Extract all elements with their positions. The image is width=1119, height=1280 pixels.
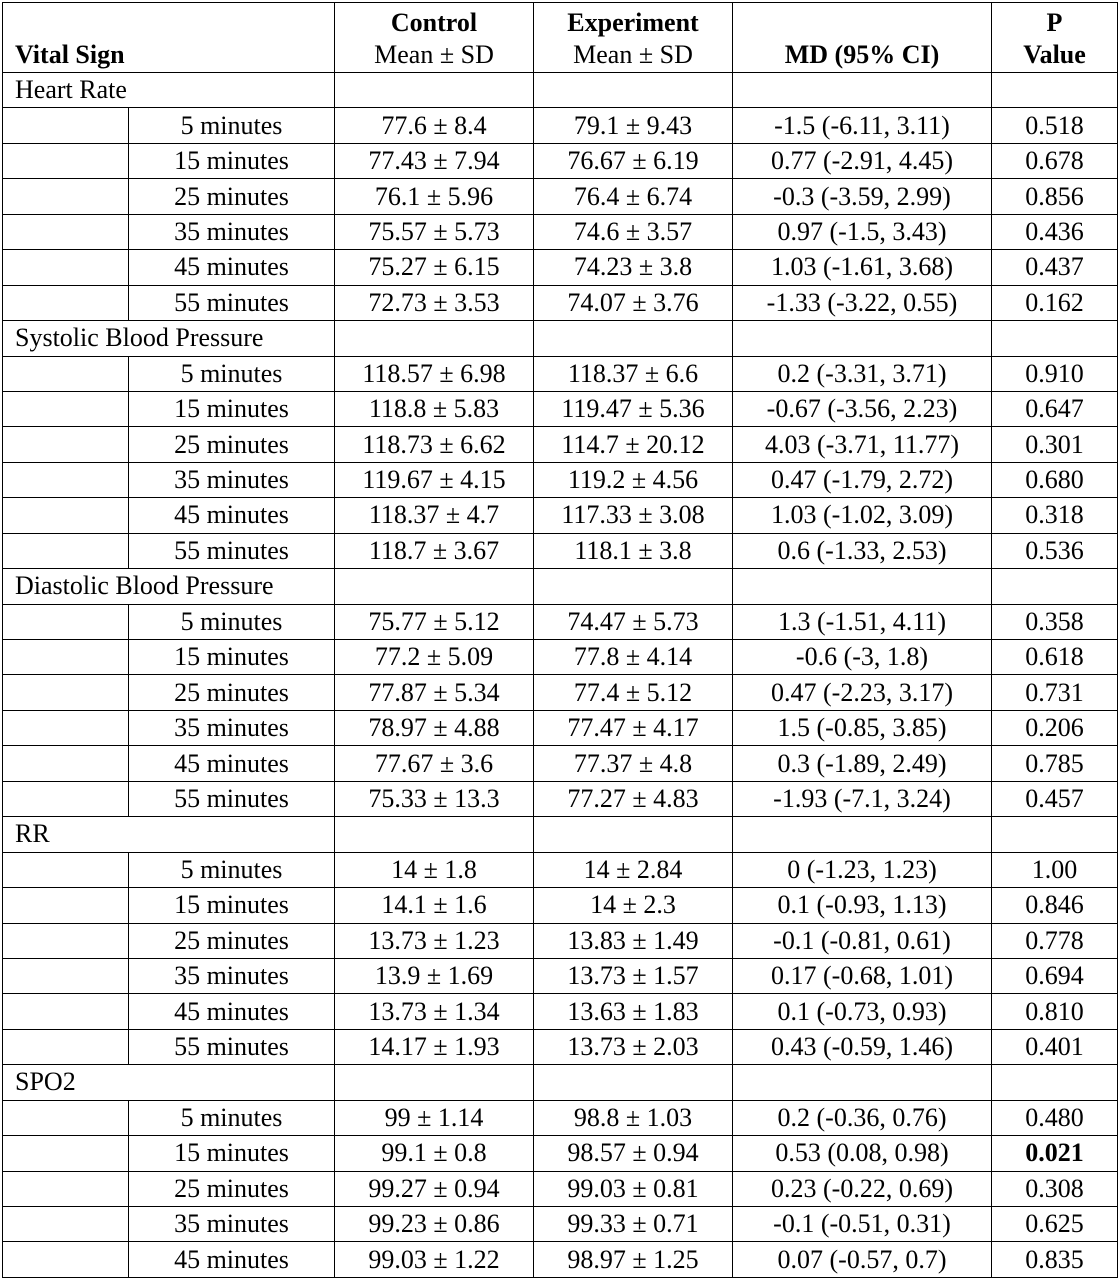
md-cell: 0.53 (0.08, 0.98) bbox=[733, 1136, 992, 1171]
time-cell: 5 minutes bbox=[129, 852, 335, 887]
table-row bbox=[3, 888, 1118, 923]
experiment-title: Experiment bbox=[567, 8, 699, 37]
group-label: Systolic Blood Pressure bbox=[3, 321, 335, 356]
p-value-cell: 0.835 bbox=[992, 1242, 1118, 1278]
experiment-cell: 98.97 ± 1.25 bbox=[534, 1242, 733, 1278]
md-cell: -0.67 (-3.56, 2.23) bbox=[733, 391, 992, 426]
indent-cell bbox=[3, 852, 129, 887]
md-cell: 1.5 (-0.85, 3.85) bbox=[733, 710, 992, 745]
control-cell: 72.73 ± 3.53 bbox=[335, 285, 534, 320]
control-cell: 78.97 ± 4.88 bbox=[335, 710, 534, 745]
p-value-cell: 0.680 bbox=[992, 462, 1118, 497]
table-row bbox=[3, 640, 1118, 675]
control-cell: 99 ± 1.14 bbox=[335, 1100, 534, 1135]
control-cell: 99.03 ± 1.22 bbox=[335, 1242, 534, 1278]
indent-cell bbox=[3, 214, 129, 249]
time-cell: 35 minutes bbox=[129, 214, 335, 249]
time-cell: 15 minutes bbox=[129, 888, 335, 923]
time-cell: 55 minutes bbox=[129, 285, 335, 320]
p-value-cell: 1.00 bbox=[992, 852, 1118, 887]
indent-cell bbox=[3, 923, 129, 958]
p-value-cell: 0.846 bbox=[992, 888, 1118, 923]
indent-cell bbox=[3, 462, 129, 497]
empty-cell bbox=[733, 321, 992, 356]
table-row bbox=[3, 958, 1118, 993]
empty-cell bbox=[335, 73, 534, 108]
table-row bbox=[3, 250, 1118, 285]
p-value-cell: 0.910 bbox=[992, 356, 1118, 391]
group-label: SPO2 bbox=[3, 1065, 335, 1100]
group-label: Heart Rate bbox=[3, 73, 335, 108]
p-value-cell: 0.778 bbox=[992, 923, 1118, 958]
empty-cell bbox=[733, 569, 992, 604]
table-row bbox=[3, 143, 1118, 178]
indent-cell bbox=[3, 1029, 129, 1064]
empty-cell bbox=[534, 569, 733, 604]
table-row bbox=[3, 498, 1118, 533]
table-row bbox=[3, 1100, 1118, 1135]
experiment-cell: 14 ± 2.3 bbox=[534, 888, 733, 923]
experiment-cell: 77.4 ± 5.12 bbox=[534, 675, 733, 710]
control-cell: 77.2 ± 5.09 bbox=[335, 640, 534, 675]
table-row bbox=[3, 1029, 1118, 1064]
control-cell: 77.6 ± 8.4 bbox=[335, 108, 534, 143]
md-cell: -1.33 (-3.22, 0.55) bbox=[733, 285, 992, 320]
control-cell: 118.8 ± 5.83 bbox=[335, 391, 534, 426]
md-cell: 0.97 (-1.5, 3.43) bbox=[733, 214, 992, 249]
table-row bbox=[3, 462, 1118, 497]
control-cell: 14.1 ± 1.6 bbox=[335, 888, 534, 923]
empty-cell bbox=[335, 1065, 534, 1100]
indent-cell bbox=[3, 1171, 129, 1206]
time-cell: 15 minutes bbox=[129, 640, 335, 675]
control-cell: 13.73 ± 1.23 bbox=[335, 923, 534, 958]
md-cell: 1.03 (-1.02, 3.09) bbox=[733, 498, 992, 533]
time-cell: 45 minutes bbox=[129, 250, 335, 285]
table-row bbox=[3, 356, 1118, 391]
group-row bbox=[3, 321, 1118, 356]
empty-cell bbox=[733, 73, 992, 108]
md-cell: 0.6 (-1.33, 2.53) bbox=[733, 533, 992, 568]
table-row bbox=[3, 1136, 1118, 1171]
p-value-cell: 0.731 bbox=[992, 675, 1118, 710]
experiment-cell: 99.03 ± 0.81 bbox=[534, 1171, 733, 1206]
table-row bbox=[3, 746, 1118, 781]
time-cell: 45 minutes bbox=[129, 746, 335, 781]
experiment-cell: 13.73 ± 2.03 bbox=[534, 1029, 733, 1064]
p-value-cell: 0.162 bbox=[992, 285, 1118, 320]
control-cell: 99.1 ± 0.8 bbox=[335, 1136, 534, 1171]
control-subtitle: Mean ± SD bbox=[374, 40, 494, 69]
p-value-cell: 0.358 bbox=[992, 604, 1118, 639]
control-cell: 77.43 ± 7.94 bbox=[335, 143, 534, 178]
table-row bbox=[3, 710, 1118, 745]
table-row bbox=[3, 108, 1118, 143]
group-row bbox=[3, 1065, 1118, 1100]
empty-cell bbox=[992, 569, 1118, 604]
indent-cell bbox=[3, 640, 129, 675]
indent-cell bbox=[3, 1136, 129, 1171]
time-cell: 35 minutes bbox=[129, 710, 335, 745]
time-cell: 25 minutes bbox=[129, 675, 335, 710]
md-cell: 0.43 (-0.59, 1.46) bbox=[733, 1029, 992, 1064]
indent-cell bbox=[3, 356, 129, 391]
experiment-cell: 74.6 ± 3.57 bbox=[534, 214, 733, 249]
p-value-cell: 0.518 bbox=[992, 108, 1118, 143]
control-header bbox=[335, 3, 534, 73]
time-cell: 45 minutes bbox=[129, 498, 335, 533]
p-value-cell: 0.401 bbox=[992, 1029, 1118, 1064]
control-cell: 99.27 ± 0.94 bbox=[335, 1171, 534, 1206]
indent-cell bbox=[3, 1100, 129, 1135]
p-value-cell: 0.318 bbox=[992, 498, 1118, 533]
table-row bbox=[3, 1207, 1118, 1242]
p-value-cell: 0.618 bbox=[992, 640, 1118, 675]
empty-cell bbox=[992, 1065, 1118, 1100]
p-value-cell: 0.810 bbox=[992, 994, 1118, 1029]
time-cell: 15 minutes bbox=[129, 143, 335, 178]
p-value-cell: 0.480 bbox=[992, 1100, 1118, 1135]
p-value-cell: 0.536 bbox=[992, 533, 1118, 568]
experiment-cell: 74.47 ± 5.73 bbox=[534, 604, 733, 639]
time-cell: 15 minutes bbox=[129, 1136, 335, 1171]
empty-cell bbox=[534, 73, 733, 108]
p-value-cell: 0.308 bbox=[992, 1171, 1118, 1206]
experiment-cell: 77.37 ± 4.8 bbox=[534, 746, 733, 781]
time-cell: 15 minutes bbox=[129, 391, 335, 426]
time-cell: 25 minutes bbox=[129, 923, 335, 958]
indent-cell bbox=[3, 427, 129, 462]
indent-cell bbox=[3, 781, 129, 816]
indent-cell bbox=[3, 285, 129, 320]
control-cell: 76.1 ± 5.96 bbox=[335, 179, 534, 214]
experiment-cell: 119.2 ± 4.56 bbox=[534, 462, 733, 497]
control-cell: 13.73 ± 1.34 bbox=[335, 994, 534, 1029]
md-cell: 1.03 (-1.61, 3.68) bbox=[733, 250, 992, 285]
table-row bbox=[3, 533, 1118, 568]
group-row bbox=[3, 73, 1118, 108]
experiment-header bbox=[534, 3, 733, 73]
control-cell: 119.67 ± 4.15 bbox=[335, 462, 534, 497]
experiment-cell: 77.47 ± 4.17 bbox=[534, 710, 733, 745]
p-header-line2: Value bbox=[1023, 40, 1086, 69]
table-row bbox=[3, 781, 1118, 816]
p-value-cell: 0.301 bbox=[992, 427, 1118, 462]
time-cell: 5 minutes bbox=[129, 356, 335, 391]
indent-cell bbox=[3, 533, 129, 568]
indent-cell bbox=[3, 391, 129, 426]
experiment-cell: 119.47 ± 5.36 bbox=[534, 391, 733, 426]
md-cell: 0.47 (-1.79, 2.72) bbox=[733, 462, 992, 497]
empty-cell bbox=[733, 1065, 992, 1100]
empty-cell bbox=[335, 569, 534, 604]
control-title: Control bbox=[390, 8, 478, 37]
md-cell: -0.1 (-0.51, 0.31) bbox=[733, 1207, 992, 1242]
table-row bbox=[3, 285, 1118, 320]
group-label: Diastolic Blood Pressure bbox=[3, 569, 335, 604]
p-value-cell: 0.785 bbox=[992, 746, 1118, 781]
control-cell: 75.77 ± 5.12 bbox=[335, 604, 534, 639]
indent-cell bbox=[3, 250, 129, 285]
empty-cell bbox=[335, 817, 534, 852]
time-cell: 5 minutes bbox=[129, 604, 335, 639]
indent-cell bbox=[3, 1207, 129, 1242]
indent-cell bbox=[3, 1242, 129, 1278]
table-row bbox=[3, 1242, 1118, 1278]
control-cell: 118.73 ± 6.62 bbox=[335, 427, 534, 462]
indent-cell bbox=[3, 958, 129, 993]
experiment-cell: 98.57 ± 0.94 bbox=[534, 1136, 733, 1171]
indent-cell bbox=[3, 604, 129, 639]
experiment-cell: 117.33 ± 3.08 bbox=[534, 498, 733, 533]
time-cell: 55 minutes bbox=[129, 533, 335, 568]
indent-cell bbox=[3, 994, 129, 1029]
control-cell: 75.33 ± 13.3 bbox=[335, 781, 534, 816]
time-cell: 55 minutes bbox=[129, 781, 335, 816]
table-row bbox=[3, 1171, 1118, 1206]
time-cell: 45 minutes bbox=[129, 1242, 335, 1278]
indent-cell bbox=[3, 710, 129, 745]
control-cell: 14.17 ± 1.93 bbox=[335, 1029, 534, 1064]
indent-cell bbox=[3, 108, 129, 143]
control-cell: 75.27 ± 6.15 bbox=[335, 250, 534, 285]
empty-cell bbox=[992, 321, 1118, 356]
vital-signs-table bbox=[2, 2, 1118, 1278]
time-cell: 5 minutes bbox=[129, 108, 335, 143]
group-label: RR bbox=[3, 817, 335, 852]
experiment-cell: 13.73 ± 1.57 bbox=[534, 958, 733, 993]
md-cell: -0.1 (-0.81, 0.61) bbox=[733, 923, 992, 958]
time-cell: 35 minutes bbox=[129, 1207, 335, 1242]
md-cell: 0.47 (-2.23, 3.17) bbox=[733, 675, 992, 710]
md-cell: 0.3 (-1.89, 2.49) bbox=[733, 746, 992, 781]
control-cell: 77.67 ± 3.6 bbox=[335, 746, 534, 781]
experiment-subtitle: Mean ± SD bbox=[573, 40, 693, 69]
table-row bbox=[3, 675, 1118, 710]
time-cell: 5 minutes bbox=[129, 1100, 335, 1135]
table-row bbox=[3, 852, 1118, 887]
p-value-cell: 0.437 bbox=[992, 250, 1118, 285]
experiment-cell: 118.1 ± 3.8 bbox=[534, 533, 733, 568]
md-cell: -1.5 (-6.11, 3.11) bbox=[733, 108, 992, 143]
indent-cell bbox=[3, 179, 129, 214]
experiment-cell: 79.1 ± 9.43 bbox=[534, 108, 733, 143]
p-value-cell: 0.694 bbox=[992, 958, 1118, 993]
md-cell: -0.6 (-3, 1.8) bbox=[733, 640, 992, 675]
p-value-cell: 0.647 bbox=[992, 391, 1118, 426]
time-cell: 25 minutes bbox=[129, 179, 335, 214]
indent-cell bbox=[3, 675, 129, 710]
experiment-cell: 77.27 ± 4.83 bbox=[534, 781, 733, 816]
md-cell: 1.3 (-1.51, 4.11) bbox=[733, 604, 992, 639]
table-row bbox=[3, 179, 1118, 214]
experiment-cell: 77.8 ± 4.14 bbox=[534, 640, 733, 675]
vital-sign-header: Vital Sign bbox=[3, 3, 335, 73]
p-header-line1: P bbox=[1046, 8, 1063, 37]
time-cell: 25 minutes bbox=[129, 1171, 335, 1206]
experiment-cell: 76.4 ± 6.74 bbox=[534, 179, 733, 214]
empty-cell bbox=[992, 73, 1118, 108]
indent-cell bbox=[3, 746, 129, 781]
experiment-cell: 13.83 ± 1.49 bbox=[534, 923, 733, 958]
control-cell: 118.37 ± 4.7 bbox=[335, 498, 534, 533]
p-value-header bbox=[992, 3, 1118, 73]
table-row bbox=[3, 214, 1118, 249]
empty-cell bbox=[992, 817, 1118, 852]
experiment-cell: 114.7 ± 20.12 bbox=[534, 427, 733, 462]
md-cell: 0.77 (-2.91, 4.45) bbox=[733, 143, 992, 178]
table-row bbox=[3, 923, 1118, 958]
control-cell: 13.9 ± 1.69 bbox=[335, 958, 534, 993]
experiment-cell: 118.37 ± 6.6 bbox=[534, 356, 733, 391]
empty-cell bbox=[335, 321, 534, 356]
p-value-cell: 0.678 bbox=[992, 143, 1118, 178]
p-value-cell: 0.625 bbox=[992, 1207, 1118, 1242]
experiment-cell: 13.63 ± 1.83 bbox=[534, 994, 733, 1029]
p-value-cell: 0.021 bbox=[992, 1136, 1118, 1171]
md-cell: 0.23 (-0.22, 0.69) bbox=[733, 1171, 992, 1206]
indent-cell bbox=[3, 143, 129, 178]
md-header: MD (95% CI) bbox=[733, 3, 992, 73]
experiment-cell: 14 ± 2.84 bbox=[534, 852, 733, 887]
table-row bbox=[3, 604, 1118, 639]
md-cell: 0.1 (-0.73, 0.93) bbox=[733, 994, 992, 1029]
p-value-cell: 0.457 bbox=[992, 781, 1118, 816]
md-cell: 0 (-1.23, 1.23) bbox=[733, 852, 992, 887]
experiment-cell: 99.33 ± 0.71 bbox=[534, 1207, 733, 1242]
experiment-cell: 74.23 ± 3.8 bbox=[534, 250, 733, 285]
md-cell: 0.17 (-0.68, 1.01) bbox=[733, 958, 992, 993]
empty-cell bbox=[534, 817, 733, 852]
experiment-cell: 76.67 ± 6.19 bbox=[534, 143, 733, 178]
table-body bbox=[3, 73, 1118, 1278]
indent-cell bbox=[3, 498, 129, 533]
group-row bbox=[3, 569, 1118, 604]
time-cell: 25 minutes bbox=[129, 427, 335, 462]
time-cell: 35 minutes bbox=[129, 462, 335, 497]
table-row bbox=[3, 427, 1118, 462]
experiment-cell: 98.8 ± 1.03 bbox=[534, 1100, 733, 1135]
header-row bbox=[3, 3, 1118, 73]
empty-cell bbox=[534, 1065, 733, 1100]
md-cell: 0.2 (-3.31, 3.71) bbox=[733, 356, 992, 391]
p-value-cell: 0.436 bbox=[992, 214, 1118, 249]
control-cell: 99.23 ± 0.86 bbox=[335, 1207, 534, 1242]
group-row bbox=[3, 817, 1118, 852]
md-cell: 0.2 (-0.36, 0.76) bbox=[733, 1100, 992, 1135]
table-row bbox=[3, 391, 1118, 426]
empty-cell bbox=[534, 321, 733, 356]
table-row bbox=[3, 994, 1118, 1029]
md-cell: 0.1 (-0.93, 1.13) bbox=[733, 888, 992, 923]
indent-cell bbox=[3, 888, 129, 923]
md-cell: 4.03 (-3.71, 11.77) bbox=[733, 427, 992, 462]
experiment-cell: 74.07 ± 3.76 bbox=[534, 285, 733, 320]
time-cell: 45 minutes bbox=[129, 994, 335, 1029]
control-cell: 118.7 ± 3.67 bbox=[335, 533, 534, 568]
control-cell: 118.57 ± 6.98 bbox=[335, 356, 534, 391]
control-cell: 14 ± 1.8 bbox=[335, 852, 534, 887]
p-value-cell: 0.206 bbox=[992, 710, 1118, 745]
control-cell: 77.87 ± 5.34 bbox=[335, 675, 534, 710]
control-cell: 75.57 ± 5.73 bbox=[335, 214, 534, 249]
time-cell: 55 minutes bbox=[129, 1029, 335, 1064]
md-cell: -0.3 (-3.59, 2.99) bbox=[733, 179, 992, 214]
empty-cell bbox=[733, 817, 992, 852]
p-value-cell: 0.856 bbox=[992, 179, 1118, 214]
time-cell: 35 minutes bbox=[129, 958, 335, 993]
md-cell: -1.93 (-7.1, 3.24) bbox=[733, 781, 992, 816]
md-cell: 0.07 (-0.57, 0.7) bbox=[733, 1242, 992, 1278]
